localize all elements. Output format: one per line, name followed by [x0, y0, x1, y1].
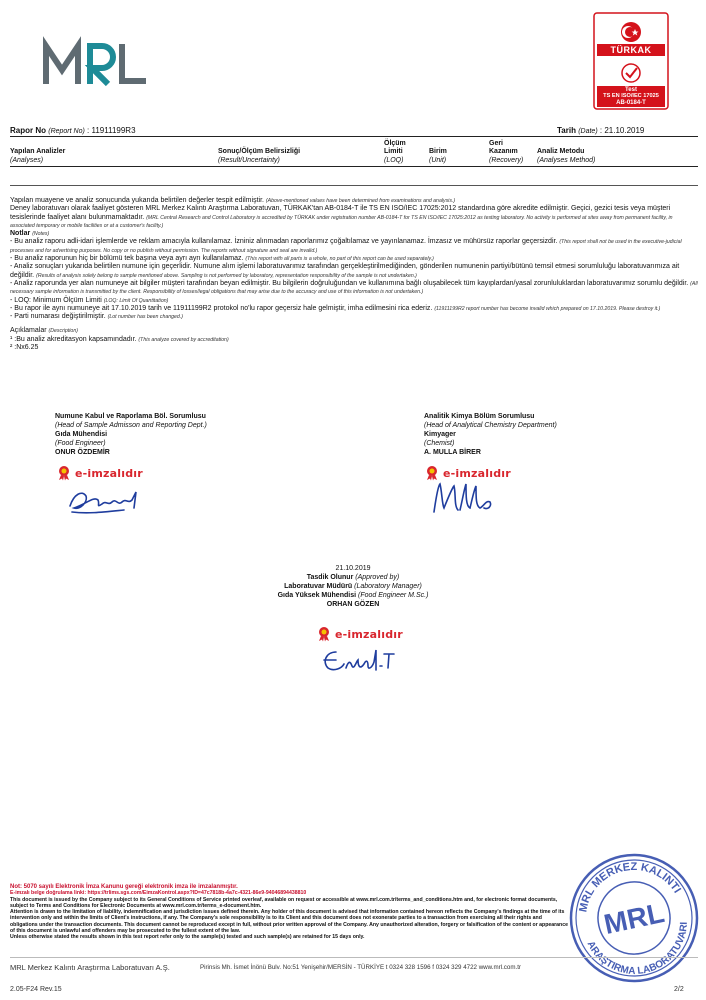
approval-label-en: (Approved by) [355, 574, 400, 581]
note-6 [10, 305, 698, 313]
note-7 [10, 313, 698, 321]
description-1-en: (This analyze covered by accreditation) [138, 336, 229, 343]
note-accreditation-tr: Deney laboratuvarı olarak faaliyet gösteren MRL Merkez Kalıntı Araştırma Laboratuvarı, TÜRKAK'tan AB-0184-T ile TS EN ISO/IEC 17025:2012 standardına göre akredite edilmiştir. Geçici, gezici tesis veya müşteri tesislerinde faaliyet alanı bulunmamaktadır. [10, 205, 671, 221]
col-recovery-label-2: Kazanım [489, 148, 518, 156]
description-heading [10, 327, 698, 335]
approval-block [228, 564, 478, 609]
legal-line-1: This document is issued by the Company subject to its General Conditions of Service printed overleaf, available on request or accessible at www.mrl.com.tr/terms_and_conditions.htm and, for electronic format documents, subject to Terms and Conditions for Electronic Documents at www.mrl.com.tr/terms_e-document.htm. [10, 896, 558, 909]
description-2-text: ² :Nx6.25 [10, 344, 39, 352]
right-handwritten-signature [430, 478, 510, 518]
note-4-tr: - Analiz raporunda yer alan numuneye ait bilgiler müşteri tarafından beyan edilmiştir. Bu bilgilerin doğruluğundan ve kullanımına bağlı oluşabilecek tüm kayıplardan/yasal zorunluluklardan laboratuvarımız sorumlu değildir. [10, 279, 689, 287]
mrl-logo [42, 36, 152, 90]
right-sig-role-en: (Chemist) [424, 440, 455, 447]
stamp-center-text: MRL [601, 897, 667, 940]
divider-notes [10, 185, 698, 186]
turkak-brand: TÜRKAK [610, 45, 652, 55]
notes-heading-en: (Notes) [32, 231, 50, 238]
left-sig-title-en: (Head of Sample Admisson and Reporting Dept.) [55, 422, 207, 429]
note-accreditation-en: (MRL Central Research and Control Laboratory is accredited by TÜRKAK under registration number AB-0184-T for TS EN ISO/IEC 17025:2012 as testing laboratory. No activity is performed at sites away from permanent facility, in associated temporary or mobile facilities or at a customer's facility.) [10, 214, 673, 229]
note-3 [10, 263, 698, 280]
col-recovery [489, 140, 523, 165]
approval-date: 21.10.2019 [335, 565, 371, 572]
report-date-row [557, 126, 644, 135]
notes-section [10, 197, 698, 352]
note-6-tr: - Bu rapor ile aynı numuneye ait 17.10.2019 tarih ve 11911199R2 protokol no'lu rapor geçersiz hale gelmiştir, imha edilmesini rica ederiz. [10, 304, 433, 312]
turkak-line-code: AB-0184-T [616, 100, 646, 106]
note-7-tr: - Parti numarası değiştirilmiştir. [10, 313, 106, 321]
note-7-en: (Lot number has been changed.) [107, 314, 183, 321]
description-1-tr: ¹ :Bu analiz akreditasyon kapsamındadır. [10, 335, 137, 343]
company-seal-stamp [568, 852, 700, 984]
left-handwritten-signature [64, 482, 150, 518]
col-unit [429, 148, 447, 165]
footer-address: Pirinsis Mh. İsmet İnönü Bulv. No:51 Yenişehir/MERSİN - TÜRKİYE t 0324 328 1596 f 0324 329 4722 www.mrl.com.tr [200, 964, 521, 971]
stamp-top-text: MRL MERKEZ KALINTI [577, 860, 684, 914]
signature-right [424, 412, 557, 457]
legal-line-2: Attention is drawn to the limitation of liability, indemnification and jurisdiction issues defined therein. Any holder of this document is advised that information contained hereon reflects the Company's findings at the time of its intervention only and within the limits of Client's instructions, if any. The Company's sole responsibility is to its Client and this document does not exonerate parties to a transaction from exercising all their rights and obligations under the transaction documents. This document cannot be reproduced except in full, without prior written approval of the Company. Any unauthorized alteration, forgery or falsification of the content or appearance of this document is unlawful and offenders may be prosecuted to the fullest extent of the law. [10, 909, 568, 935]
left-sig-title: Numune Kabul ve Raporlama Böl. Sorumlusu [55, 413, 206, 420]
center-handwritten-signature [318, 642, 404, 676]
left-sig-name: ONUR ÖZDEMİR [55, 449, 110, 456]
note-3-en: (Results of analysis solely belong to sample mentioned above. Sampling is not performed by laboratory, representation responsibility of the sample is not undertaken.) [36, 272, 417, 279]
right-sig-title: Analitik Kimya Bölüm Sorumlusu [424, 413, 535, 420]
col-loq-en: (LOQ) [384, 156, 404, 164]
note-1-en: (This report shall not be used in the executive-judicial processes and for advertising purposes. No copy or no publish without permission. The reports without signature and seal are invalid.) [10, 239, 682, 254]
eimza-law-note: Not: 5070 sayılı Elektronik İmza Kanunu gereği elektronik imza ile imzalanmıştır. [10, 884, 238, 890]
col-loq [384, 140, 406, 165]
right-sig-title-en: (Head of Analytical Chemistry Department) [424, 422, 557, 429]
col-result-label: Sonuç/Ölçüm Belirsizliği [218, 148, 301, 155]
notes-heading-tr: Notlar [10, 230, 31, 238]
legal-line-3: Unless otherwise stated the results shown in this test report refer only to the sample(s) tested and such sample(s) are retained for 15 days only. [10, 934, 365, 941]
note-3-tr: - Analiz sonuçları yukarıda belirtilen numune için geçerlidir. Numune alım işlemi laboratuvarımız tarafından gerçekleştirilmediğinden, gönderilen numunenin partiyi/bütünü temsil etmesi sorumluluğu laboratuvarımıza ait değildir. [10, 263, 680, 279]
eimza-ribbon-icon [316, 626, 332, 642]
left-sig-role: Gıda Mühendisi [55, 431, 108, 438]
note-5-tr: - LOQ: Minimum Ölçüm Limiti [10, 296, 102, 304]
col-analyses [10, 148, 65, 165]
col-unit-label: Birim [429, 148, 447, 155]
manager-title: Laboratuvar Müdürü [284, 583, 353, 590]
legal-notice [10, 884, 570, 941]
note-intro-en: (Above-mentioned values have been determined from examinations and analysis.) [265, 198, 456, 204]
report-number-row [10, 126, 136, 135]
col-recovery-label-1: Geri [489, 140, 504, 147]
stamp-bottom-text: ARAŞTIRMA LABORATUVARI [584, 921, 690, 978]
footer-divider [10, 957, 698, 958]
divider-top [10, 136, 698, 137]
col-analyses-label: Yapılan Analizler [10, 148, 66, 155]
description-2 [10, 344, 698, 352]
manager-role: Gıda Yüksek Mühendisi [277, 592, 357, 599]
form-number: 2.05-F24 Rev.15 [10, 986, 62, 993]
center-eimza-label: e-imzalıdır [335, 627, 403, 641]
note-5-en: (LOQ: Limit Of Quantitation) [103, 297, 169, 304]
col-result-en: (Result/Uncertainty) [218, 156, 280, 164]
manager-title-en: (Laboratory Manager) [354, 583, 422, 590]
note-5 [10, 297, 698, 305]
turkak-line-standard: TS EN ISO/IEC 17025 [603, 93, 659, 99]
note-4-en: (All necessary sample information is transmitted by the client. Responsibility of losses/legal obligations that may arise due to the accuracy and use of this information is not undertaken.) [10, 280, 698, 296]
col-analyses-en: (Analyses) [10, 156, 44, 164]
note-1 [10, 238, 698, 255]
left-sig-role-en: (Food Engineer) [55, 440, 106, 447]
date-label: Tarih [557, 126, 576, 135]
note-2-en: (This report with all parts is a whole, no part of this report can be used separately.) [245, 256, 434, 263]
description-heading-en: (Description) [48, 328, 78, 335]
col-method-en: (Analyses Method) [537, 156, 596, 164]
right-sig-name: A. MULLA BİRER [424, 449, 481, 456]
turkak-accreditation-badge [593, 12, 669, 110]
right-sig-role: Kimyager [424, 431, 456, 438]
col-method [537, 148, 595, 165]
divider-header [10, 166, 698, 167]
report-no-en: (Report No) [48, 128, 85, 135]
date-en: (Date) [578, 128, 598, 135]
right-eimza-label: e-imzalıdır [443, 466, 511, 480]
footer-company: MRL Merkez Kalıntı Araştırma Laboratuvarı A.Ş. [10, 963, 170, 972]
turkak-line-test: Test [625, 87, 637, 93]
col-loq-label-1: Ölçüm [384, 140, 406, 147]
note-2 [10, 255, 698, 263]
left-eimza-badge [56, 465, 143, 481]
page-number: 2/2 [674, 986, 684, 993]
report-no-value: : 11911199R3 [87, 126, 136, 135]
col-recovery-en: (Recovery) [489, 156, 524, 164]
manager-name: ORHAN GÖZEN [326, 601, 380, 608]
eimza-verify-link[interactable]: E-imzalı belge doğrulama linki: https://trlims.sgs.com/EimzaKontrol.aspx?ID=47c7818b-4a7c-4321-86e9-94046894438810 [10, 890, 307, 897]
signature-left [55, 412, 207, 457]
note-6-en: (11911199R2 report number has become invalid which prepared on 17.10.2019. Please destroy it.) [434, 305, 661, 312]
eimza-ribbon-icon [56, 465, 72, 481]
note-2-tr: - Bu analiz raporunun hiç bir bölümü tek başına veya ayrı ayrı kullanılamaz. [10, 255, 244, 263]
description-heading-tr: Açıklamalar [10, 327, 47, 335]
manager-role-en: (Food Engineer M.Sc.) [357, 592, 429, 599]
note-1-tr: - Bu analiz raporu adli-idari işlemlerde ve reklam amacıyla kullanılamaz. İzniniz alınmadan raporlarımız çoğaltılamaz ve yayınlanamaz. İmzasız ve mühürsüz raporlar geçersizdir. [10, 238, 558, 246]
report-no-label: Rapor No [10, 126, 46, 135]
col-unit-en: (Unit) [429, 156, 447, 164]
col-loq-label-2: Limiti [384, 148, 403, 156]
left-eimza-label: e-imzalıdır [75, 466, 143, 480]
date-value: : 21.10.2019 [599, 126, 645, 135]
center-eimza-badge [316, 626, 403, 642]
col-method-label: Analiz Metodu [537, 148, 585, 155]
col-result [218, 148, 300, 165]
approval-label: Tasdik Olunur [306, 574, 354, 581]
description-1 [10, 336, 698, 344]
note-4 [10, 280, 698, 297]
note-intro-tr: Yapılan muayene ve analiz sonucunda yukarıda belirtilen değerler tespit edilmiştir. [10, 197, 264, 204]
note-accreditation [10, 205, 698, 230]
